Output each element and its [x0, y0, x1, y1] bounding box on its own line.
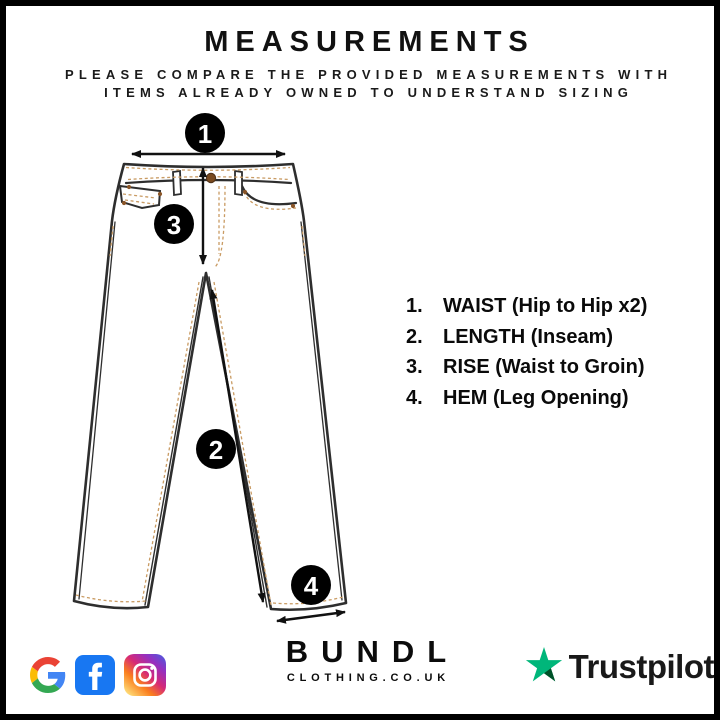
brand-domain: CLOTHING.CO.UK — [286, 671, 450, 684]
marker-badge-3 — [154, 204, 194, 244]
social-icons — [30, 654, 166, 696]
google-icon — [30, 657, 66, 693]
page-title: MEASUREMENTS — [204, 26, 535, 58]
legend-item-label: HEM (Leg Opening) — [443, 386, 629, 409]
facebook-icon — [75, 655, 115, 695]
marker-badge-2-number: 2 — [208, 435, 224, 465]
rivet — [158, 192, 162, 196]
rivet — [243, 190, 247, 194]
legend-item-label: WAIST (Hip to Hip x2) — [443, 295, 648, 317]
footer-section — [6, 614, 720, 714]
trustpilot-label: Trustpilot — [568, 648, 714, 685]
legend-item-label: RISE (Waist to Groin) — [443, 356, 645, 378]
page-subtitle — [6, 66, 720, 102]
brand-name: BUNDL — [285, 634, 460, 669]
legend-item-label: LENGTH (Inseam) — [443, 325, 614, 348]
header-section — [6, 26, 720, 102]
subtitle-line-1: PLEASE COMPARE THE PROVIDED MEASUREMENTS WITH — [65, 67, 673, 83]
marker-badge-1 — [185, 113, 225, 153]
legend-item-number: 4. — [406, 386, 423, 409]
rivet — [291, 204, 295, 208]
marker-badge-3-number: 3 — [166, 210, 182, 240]
brand-logo — [273, 636, 460, 684]
legend-item-waist — [406, 295, 706, 318]
legend-item-number: 3. — [406, 356, 423, 378]
rivet — [122, 201, 126, 205]
legend-item-number: 2. — [406, 325, 423, 348]
marker-badge-1-number: 1 — [197, 119, 213, 149]
trustpilot-star-icon — [524, 647, 564, 687]
legend-item-number: 1. — [406, 295, 423, 317]
instagram-icon — [124, 654, 166, 696]
jeans-button — [206, 173, 215, 182]
subtitle-line-2: ITEMS ALREADY OWNED TO UNDERSTAND SIZING — [104, 85, 634, 101]
legend-item-length — [406, 326, 706, 349]
marker-badge-2 — [196, 429, 236, 469]
legend-item-hem — [406, 387, 706, 410]
jeans-illustration — [56, 106, 396, 636]
jeans-diagram — [56, 106, 396, 636]
marker-badge-4 — [291, 565, 331, 605]
trustpilot-logo — [524, 647, 714, 687]
marker-badge-4-number: 4 — [303, 571, 319, 601]
legend-item-rise — [406, 356, 706, 379]
rivet — [127, 185, 131, 189]
legend-list — [406, 295, 706, 417]
